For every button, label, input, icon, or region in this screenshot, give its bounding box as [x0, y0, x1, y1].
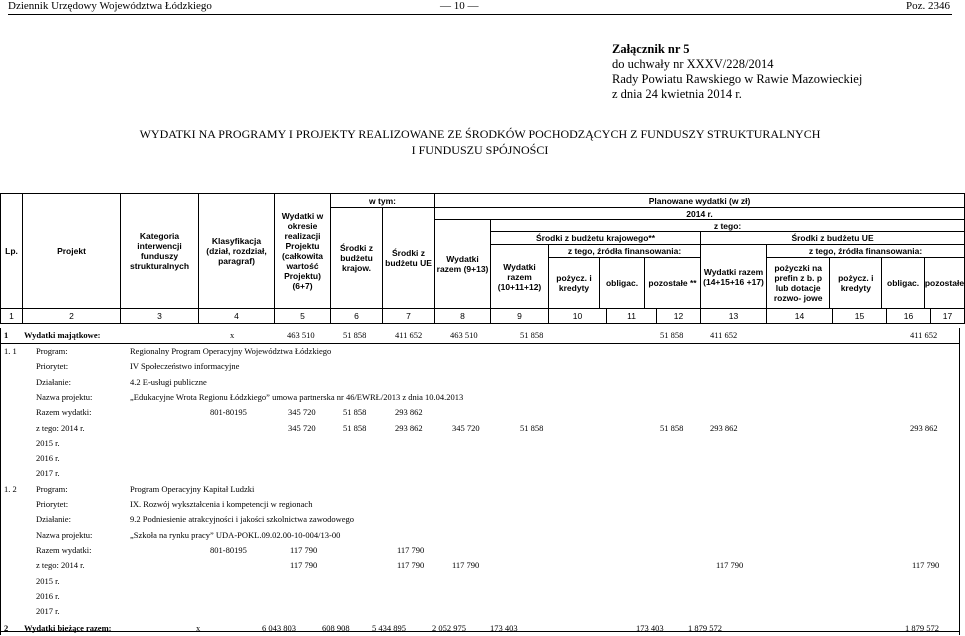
- header-table: [0, 193, 965, 324]
- col-wydatki-okres: Wydatki w okresie realizacji Projektu (całkowita wartość Projektu) (6+7): [275, 194, 331, 309]
- col-w-tym: w tym:: [331, 194, 435, 208]
- year-label: 2016 r.: [36, 453, 60, 464]
- cell-value: 293 862: [395, 407, 423, 418]
- row-label: Wydatki majątkowe:: [24, 330, 101, 340]
- table-row-priorytet: [0, 359, 960, 374]
- col-num: 15: [833, 309, 887, 324]
- priorytet-label: Priorytet:: [36, 499, 69, 509]
- cell-value: 51 858: [343, 407, 367, 418]
- dzialanie-label: Działanie:: [36, 376, 71, 387]
- cell-value: 51 858: [660, 330, 684, 340]
- col-obligac: obligac.: [600, 258, 645, 308]
- klasyfikacja-value: 801-80195: [210, 544, 247, 555]
- table-right-border: [959, 328, 960, 635]
- table-row-razem: [0, 405, 960, 420]
- project-number: 1. 1: [4, 346, 17, 356]
- table-row-2017: [0, 466, 960, 481]
- col-num: 8: [435, 309, 491, 324]
- program-label: Program:: [36, 346, 68, 356]
- row-label: Wydatki bieżące razem:: [24, 623, 112, 633]
- priorytet-value: IX. Rozwój wykształcenia i kompetencji w regionach: [130, 499, 313, 509]
- priorytet-value: IV Społeczeństwo informacyjne: [130, 361, 240, 372]
- year-label: 2015 r.: [36, 575, 60, 586]
- cell-value: 117 790: [290, 560, 318, 571]
- col-num: 4: [199, 309, 275, 324]
- col-kategoria: Kategoria interwencji funduszy strukturalnych: [121, 194, 199, 309]
- nazwa-value: „Szkoła na rynku pracy” UDA-POKL.09.02.00-10-004/13-00: [130, 529, 341, 540]
- cell-value: 117 790: [397, 544, 425, 555]
- table-row-wydatki-biezace: [0, 621, 960, 636]
- col-klasyfikacja: Klasyfikacja (dział, rozdział, paragraf): [199, 194, 275, 309]
- col-srodki-bue: Środki z budżetu UE: [701, 232, 965, 245]
- table-left-border: [0, 328, 1, 635]
- nazwa-value: „Edukacyjne Wrota Regionu Łódzkiego” umowa partnerska nr 46/EWRŁ/2013 z dnia 10.04.2013: [130, 391, 464, 402]
- cell-value: 2 052 975: [432, 623, 466, 633]
- dzialanie-value: 9.2 Podniesienie atrakcyjności i jakości szkolnictwa zawodowego: [130, 514, 355, 525]
- col-pozycz-kredyty2: pożycz. i kredyty: [830, 258, 882, 308]
- col-pozostale: pozostałe: [924, 278, 965, 288]
- table-row-2017: [0, 604, 960, 619]
- cell-value: 51 858: [520, 422, 544, 433]
- cell-value: 1 879 572: [905, 623, 939, 633]
- col-srodki-ue: Środki z budżetu UE: [383, 208, 435, 309]
- cell-value: 411 652: [395, 330, 423, 340]
- cell-value: 411 652: [710, 330, 738, 340]
- table-row-2016: [0, 589, 960, 604]
- col-num: 9: [491, 309, 549, 324]
- table-row-2016: [0, 451, 960, 466]
- col-pozycz-kredyty: pożycz. i kredyty: [549, 258, 600, 308]
- table-row-priorytet: [0, 497, 960, 512]
- cell-value: 463 510: [450, 330, 478, 340]
- cell-value: 463 510: [287, 330, 315, 340]
- col-num: 7: [383, 309, 435, 324]
- cell-value: 345 720: [288, 407, 316, 418]
- table-row-2015: [0, 436, 960, 451]
- col-num: 1: [1, 309, 23, 324]
- table-row-2014: [0, 558, 960, 573]
- cell-value: 345 720: [288, 422, 316, 433]
- razem-label: Razem wydatki:: [36, 544, 92, 555]
- cell-x: x: [230, 330, 235, 340]
- col-num: 6: [331, 309, 383, 324]
- cell-value: 117 790: [397, 560, 425, 571]
- col-num: 3: [121, 309, 199, 324]
- col-wydatki-razem-141516: Wydatki razem (14+15+16 +17): [701, 245, 767, 309]
- col-num: 2: [23, 309, 121, 324]
- annex-number: Załącznik nr 5: [612, 42, 690, 56]
- col-num: 12: [657, 309, 701, 324]
- annex-date: z dnia 24 kwietnia 2014 r.: [612, 87, 742, 101]
- cell-value: 411 652: [910, 330, 938, 340]
- col-obligac2: obligac.: [882, 258, 925, 308]
- year-label: 2015 r.: [36, 437, 60, 448]
- nazwa-label: Nazwa projektu:: [36, 529, 93, 540]
- dzialanie-label: Działanie:: [36, 514, 71, 525]
- col-num: 10: [549, 309, 607, 324]
- cell-value: 173 403: [490, 623, 518, 633]
- annex-council: Rady Powiatu Rawskiego w Rawie Mazowieckiej: [612, 72, 863, 86]
- cell-value: 51 858: [520, 330, 544, 340]
- cell-value: 293 862: [395, 422, 423, 433]
- year-label: z tego: 2014 r.: [36, 422, 85, 433]
- program-value: Regionalny Program Operacyjny Województwa Łódzkiego: [130, 346, 332, 356]
- table-row-program: [0, 344, 960, 359]
- col-lp: Lp.: [1, 194, 23, 309]
- col-z-tego: z tego:: [491, 220, 965, 232]
- table-row-2014: [0, 421, 960, 436]
- table-row-dzialanie: [0, 512, 960, 527]
- col-zrodla-fin2: [767, 245, 965, 309]
- col-pozostale-ast: pozostałe **: [648, 278, 697, 288]
- col-wydatki-razem-913: Wydatki razem (9+13): [435, 220, 491, 309]
- dzialanie-value: 4.2 E-usługi publiczne: [130, 376, 207, 387]
- row-lp: 1: [4, 330, 9, 340]
- priorytet-label: Priorytet:: [36, 361, 69, 372]
- zrodla-fin2-label: z tego, źródła finansowania:: [767, 245, 964, 258]
- col-num: 13: [701, 309, 767, 324]
- col-num: 17: [931, 309, 965, 324]
- cell-value: 173 403: [636, 623, 664, 633]
- cell-value: 608 908: [322, 623, 350, 633]
- table-row-program: [0, 482, 960, 497]
- program-label: Program:: [36, 483, 68, 494]
- col-rok: 2014 r.: [435, 208, 965, 220]
- zrodla-fin-label: z tego, źródła finansowania:: [549, 245, 700, 258]
- klasyfikacja-value: 801-80195: [210, 407, 247, 418]
- cell-value: 6 043 803: [262, 623, 296, 633]
- table-row-nazwa: [0, 390, 960, 405]
- journal-title: Dziennik Urzędowy Województwa Łódzkiego: [8, 0, 212, 12]
- table-row-2015: [0, 574, 960, 589]
- cell-x: x: [196, 623, 201, 633]
- col-pozyczki-prefin: pożyczki na prefin z b. p lub dotacje rozwo- jowe: [767, 258, 830, 308]
- cell-value: 51 858: [343, 422, 367, 433]
- header-rule: [8, 14, 952, 15]
- col-num: 5: [275, 309, 331, 324]
- year-label: 2017 r.: [36, 468, 60, 479]
- cell-value: 117 790: [716, 560, 744, 571]
- col-num: 11: [607, 309, 657, 324]
- col-projekt: Projekt: [23, 194, 121, 309]
- program-value: Program Operacyjny Kapitał Ludzki: [130, 483, 255, 494]
- cell-value: 345 720: [452, 422, 480, 433]
- cell-value: 117 790: [912, 560, 940, 571]
- nazwa-label: Nazwa projektu:: [36, 391, 93, 402]
- col-num: 16: [887, 309, 931, 324]
- position-label: Poz. 2346: [906, 0, 950, 12]
- page-number: — 10 —: [440, 0, 479, 12]
- cell-value: 293 862: [710, 422, 738, 433]
- col-srodki-bk: Środki z budżetu krajowego**: [491, 232, 701, 245]
- col-srodki-krajow: Środki z budżetu krajow.: [331, 208, 383, 309]
- cell-value: 117 790: [452, 560, 480, 571]
- year-label: 2016 r.: [36, 590, 60, 601]
- table-row-nazwa: [0, 528, 960, 543]
- table-row-dzialanie: [0, 375, 960, 390]
- project-number: 1. 2: [4, 483, 17, 494]
- table-row-wydatki-majatkowe: [0, 328, 960, 343]
- cell-value: 1 879 572: [688, 623, 722, 633]
- document-title-line2: I FUNDUSZU SPÓJNOŚCI: [411, 143, 549, 157]
- cell-value: 51 858: [660, 422, 684, 433]
- document-title-line1: WYDATKI NA PROGRAMY I PROJEKTY REALIZOWANE ZE ŚRODKÓW POCHODZĄCYCH Z FUNDUSZY STRUKTURALNYCH: [139, 127, 821, 141]
- cell-value: 5 434 895: [372, 623, 406, 633]
- col-planowane: Planowane wydatki (w zł): [435, 194, 965, 208]
- row-lp: 2: [4, 623, 9, 633]
- col-wydatki-razem-101112: Wydatki razem (10+11+12): [491, 245, 549, 309]
- cell-value: 117 790: [290, 544, 318, 555]
- razem-label: Razem wydatki:: [36, 407, 92, 418]
- annex-resolution: do uchwały nr XXXV/228/2014: [612, 57, 774, 71]
- col-zrodla-fin: [549, 245, 701, 309]
- cell-value: 293 862: [910, 422, 938, 433]
- cell-value: 51 858: [343, 330, 367, 340]
- table-row-razem: [0, 543, 960, 558]
- col-num: 14: [767, 309, 833, 324]
- year-label: z tego: 2014 r.: [36, 560, 85, 571]
- column-number-row: [1, 309, 965, 324]
- year-label: 2017 r.: [36, 606, 60, 617]
